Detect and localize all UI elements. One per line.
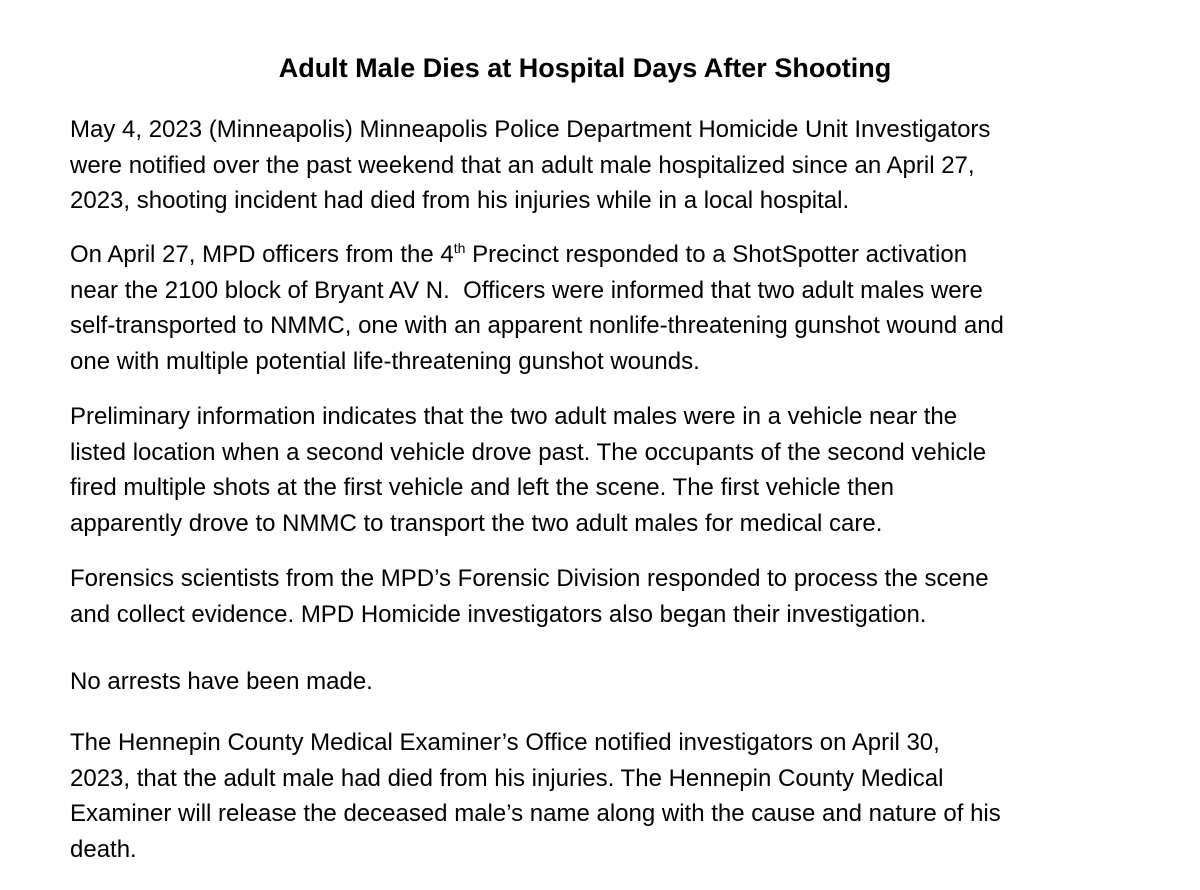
paragraph-medical-examiner — [70, 725, 1150, 867]
text-line: The Hennepin County Medical Examiner’s Office notified investigators on April 30, — [70, 729, 940, 756]
text-line: apparently drove to NMMC to transport the two adult males for medical care. — [70, 509, 883, 537]
text-line: May 4, 2023 (Minneapolis) Minneapolis Police Department Homicide Unit Investigators — [70, 116, 991, 143]
text-line: and collect evidence. MPD Homicide investigators also began their investigation. — [70, 600, 927, 628]
text-line: listed location when a second vehicle drove past. The occupants of the second vehicle — [70, 438, 987, 466]
paragraph-incident-response — [70, 237, 1150, 379]
text-line: death. — [70, 835, 137, 863]
text-line: No arrests have been made. — [70, 668, 373, 695]
document-title: Adult Male Dies at Hospital Days After Shooting — [278, 53, 892, 83]
text-line: Preliminary information indicates that the two adult males were in a vehicle near the — [70, 403, 958, 430]
text-line: were notified over the past weekend that an adult male hospitalized since an April 27, — [70, 151, 975, 179]
paragraph-arrests — [70, 664, 1150, 700]
text-line: Examiner will release the deceased male’s name along with the cause and nature of his — [70, 800, 1001, 827]
text-segment: On April 27, MPD officers from the 4 — [70, 241, 454, 268]
ordinal-suffix: th — [453, 240, 466, 256]
paragraph-announcement — [70, 112, 1150, 219]
paragraph-preliminary-information — [70, 399, 1150, 541]
paragraph-forensics — [70, 561, 1150, 632]
text-line: self-transported to NMMC, one with an apparent nonlife-threatening gunshot wound and — [70, 312, 1004, 339]
text-line: Forensics scientists from the MPD’s Forensic Division responded to process the scene — [70, 565, 989, 592]
text-line: 2023, shooting incident had died from his injuries while in a local hospital. — [70, 187, 850, 214]
text-line: near the 2100 block of Bryant AV N. Officers were informed that two adult males were — [70, 276, 983, 304]
text-line: fired multiple shots at the first vehicle and left the scene. The first vehicle then — [70, 474, 894, 501]
text-segment: Precinct responded to a ShotSpotter activation — [465, 241, 968, 268]
text-line: 2023, that the adult male had died from his injuries. The Hennepin County Medical — [70, 764, 944, 792]
text-line — [70, 237, 1150, 273]
text-line: one with multiple potential life-threatening gunshot wounds. — [70, 347, 700, 375]
